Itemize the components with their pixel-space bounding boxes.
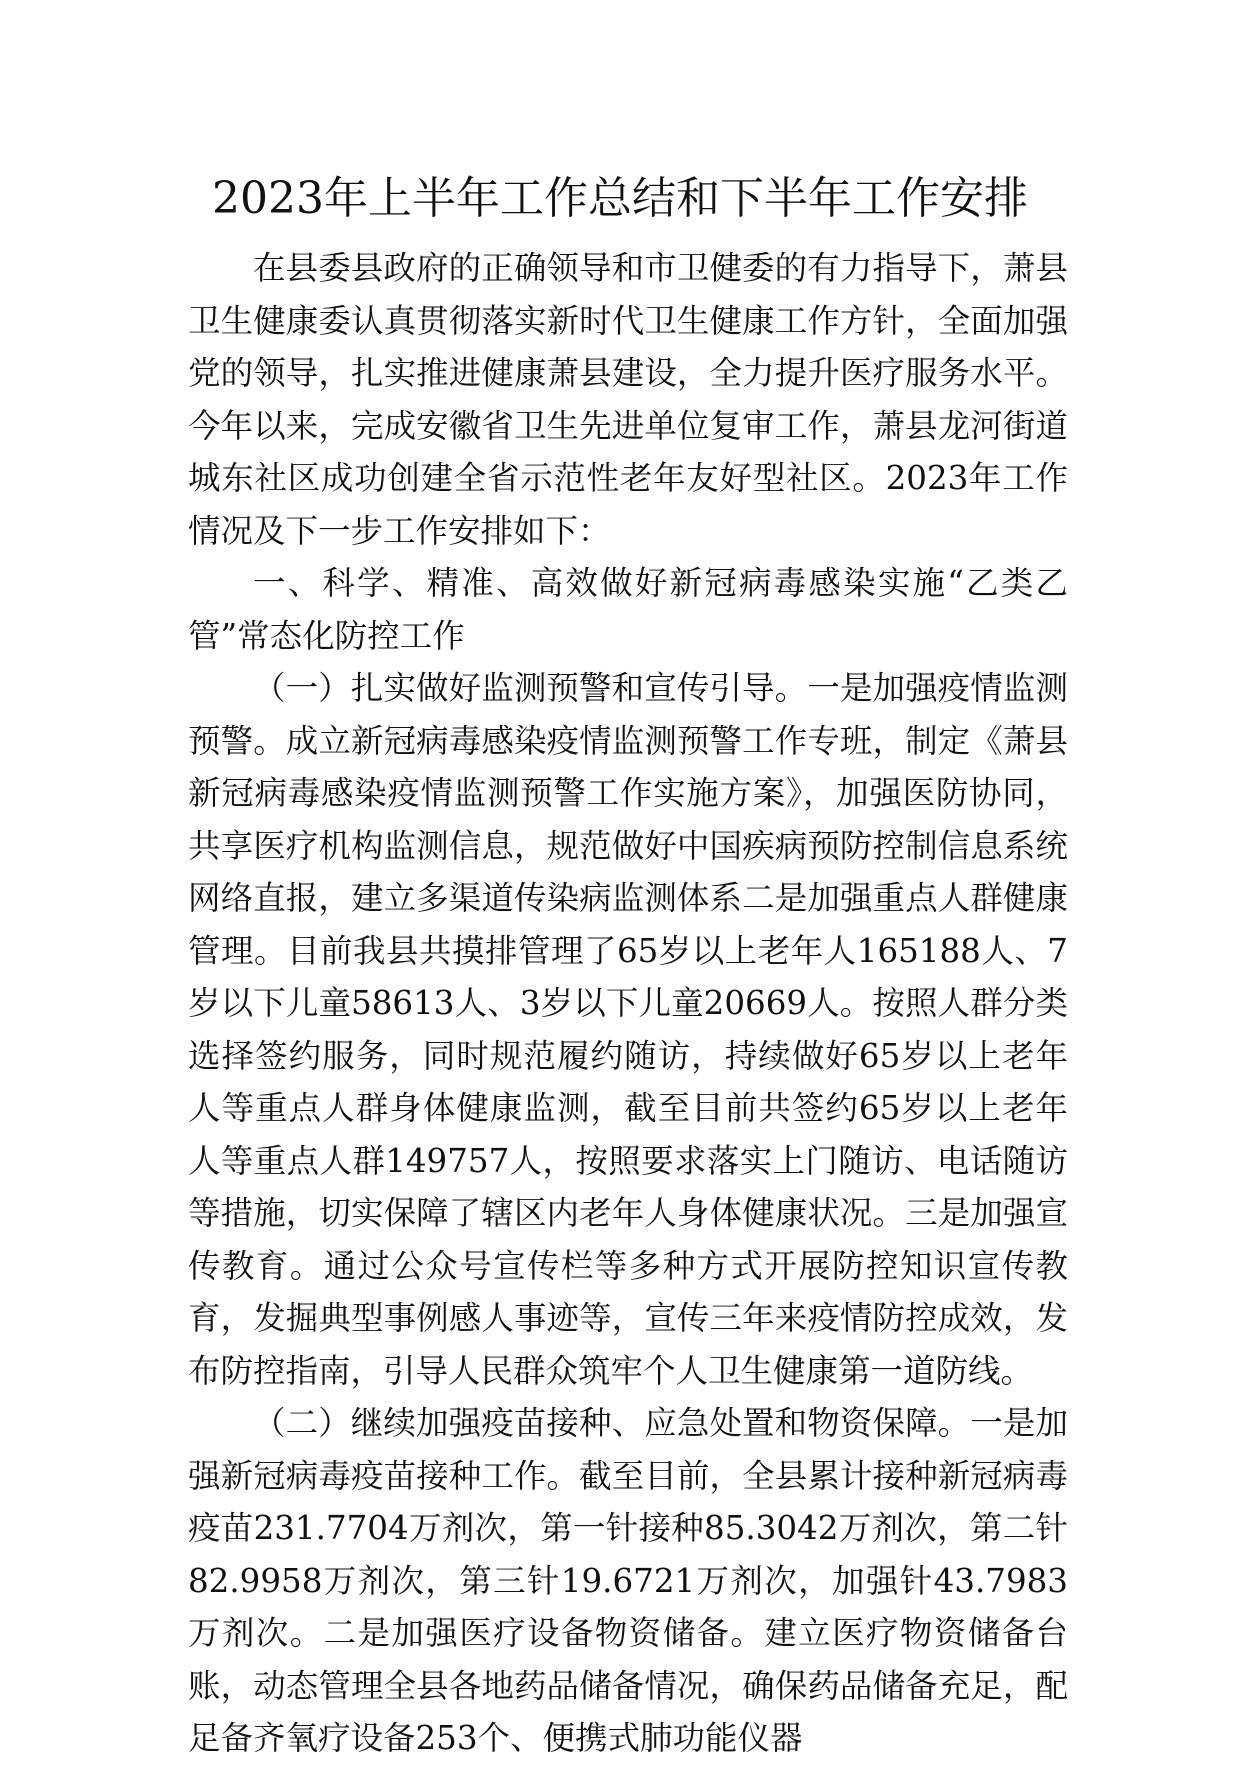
paragraph-subsection-1: （一）扎实做好监测预警和宣传引导。一是加强疫情监测预警。成立新冠病毒感染疫情监测预警工作专班，制定《萧县新冠病毒感染疫情监测预警工作实施方案》，加强医防协同，共享医疗机构监测信息，规范做好中国疾病预防控制信息系统网络直报，建立多渠道传染病监测体系二是加强重点人群健康管理。目前我县共摸排管理了65岁以上老年人165188人、7岁以下儿童58613人、3岁以下儿童20669人。按照人群分类选择签约服务，同时规范履约随访，持续做好65岁以上老年人等重点人群身体健康监测，截至目前共签约65岁以上老年人等重点人群149757人，按照要求落实上门随访、电话随访等措施，切实保障了辖区内老年人身体健康状况。三是加强宣传教育。通过公众号宣传栏等多种方式开展防控知识宣传教育，发掘典型事例感人事迹等，宣传三年来疫情防控成效，发布防控指南，引导人民群众筑牢个人卫生健康第一道防线。 — [188, 669, 1068, 1390]
document-body — [188, 242, 1068, 1765]
document-title: 2023年上半年工作总结和下半年工作安排 — [212, 173, 1028, 224]
paragraph-subsection-2: （二）继续加强疫苗接种、应急处置和物资保障。一是加强新冠病毒疫苗接种工作。截至目前，全县累计接种新冠病毒疫苗231.7704万剂次，第一针接种85.3042万剂次，第二针82.9958万剂次，第三针19.6721万剂次，加强针43.7983万剂次。二是加强医疗设备物资储备。建立医疗物资储备台账，动态管理全县各地药品储备情况，确保药品储备充足，配足备齐氧疗设备253个、便携式肺功能仪器 — [188, 1404, 1068, 1757]
section-heading-1: 一、科学、精准、高效做好新冠病毒感染实施“乙类乙管”常态化防控工作 — [188, 564, 1068, 655]
paragraph-intro: 在县委县政府的正确领导和市卫健委的有力指导下，萧县卫生健康委认真贯彻落实新时代卫生健康工作方针，全面加强党的领导，扎实推进健康萧县建设，全力提升医疗服务水平。今年以来，完成安徽省卫生先进单位复审工作，萧县龙河街道城东社区成功创建全省示范性老年友好型社区。2023年工作情况及下一步工作安排如下： — [188, 249, 1068, 550]
